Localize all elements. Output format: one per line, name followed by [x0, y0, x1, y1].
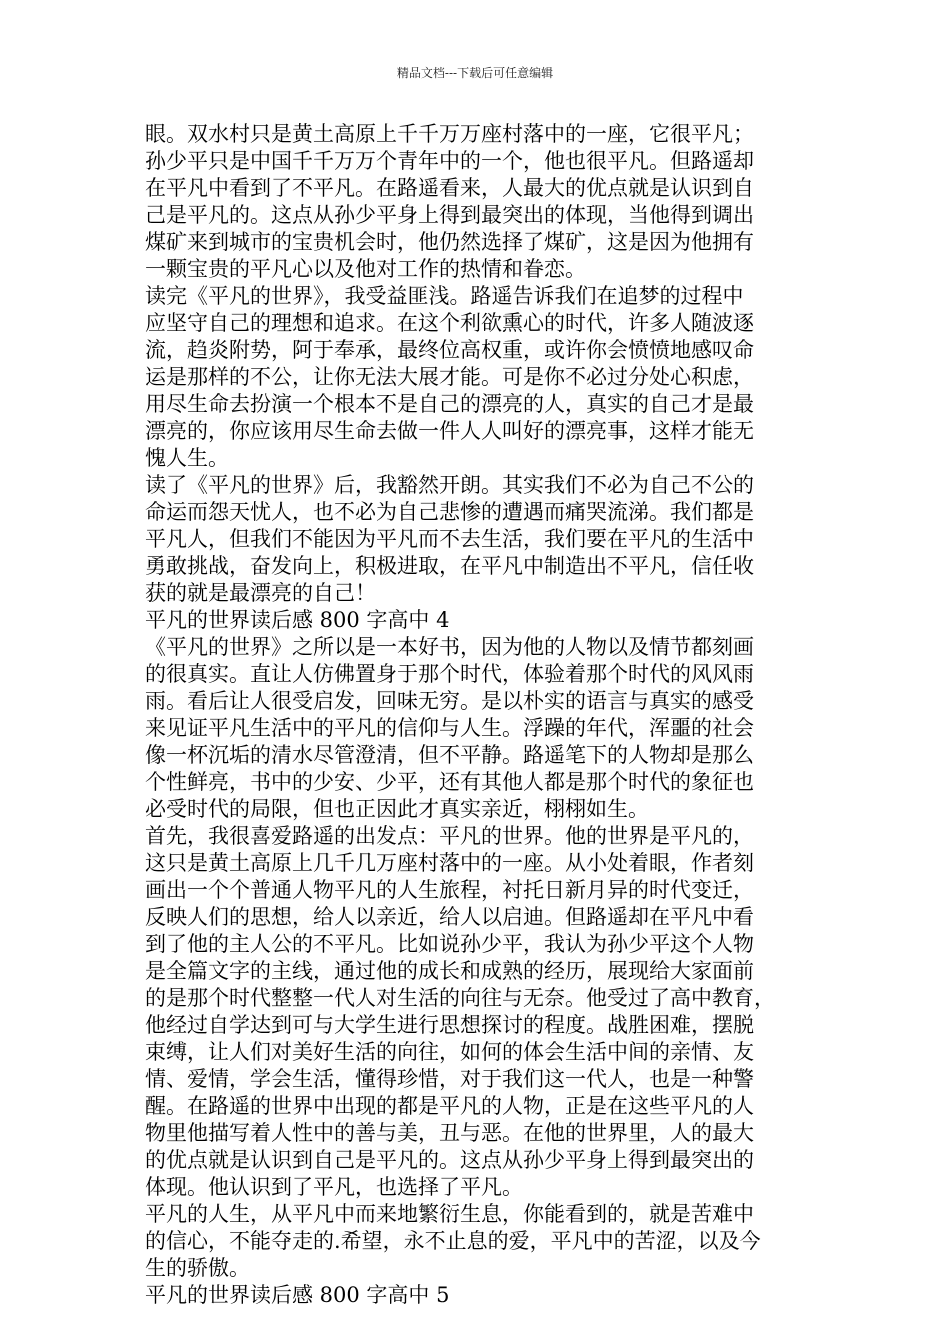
text-line: 是全篇文字的主线，通过他的成长和成熟的经历，展现给大家面前: [145, 959, 754, 983]
text-line: 必受时代的局限，但也正因此才真实亲近，栩栩如生。: [145, 797, 649, 821]
text-line: 眼。双水村只是黄土高原上千千万万座村落中的一座，它很平凡；: [145, 122, 754, 146]
text-line: 获的就是最漂亮的自己！: [145, 581, 376, 605]
text-line: 读完《平凡的世界》，我受益匪浅。路遥告诉我们在追梦的过程中: [145, 284, 744, 308]
text-line: 的是那个时代整整一代人对生活的向往与无奈。他受过了高中教育，: [145, 986, 775, 1010]
text-line: 《平凡的世界》之所以是一本好书，因为他的人物以及情节都刻画: [145, 635, 754, 659]
page-header: 精品文档---下载后可任意编辑: [396, 66, 554, 80]
text-line: 个性鲜亮，书中的少安、少平，还有其他人都是那个时代的象征也: [145, 770, 754, 794]
text-line: 漂亮的，你应该用尽生命去做一件人人叫好的漂亮事，这样才能无: [145, 419, 754, 443]
text-line: 体现。他认识到了平凡，也选择了平凡。: [145, 1175, 523, 1199]
text-line: 一颗宝贵的平凡心以及他对工作的热情和眷恋。: [145, 257, 586, 281]
text-line: 用尽生命去扮演一个根本不是自己的漂亮的人，真实的自己才是最: [145, 392, 754, 416]
text-line: 勇敢挑战，奋发向上，积极进取，在平凡中制造出不平凡，信任收: [145, 554, 754, 578]
text-line: 己是平凡的。这点从孙少平身上得到最突出的体现，当他得到调出: [145, 203, 754, 227]
text-line: 的信心，不能夺走的.希望，永不止息的爱，平凡中的苦涩，以及今: [145, 1229, 761, 1253]
text-line: 平凡的人生，从平凡中而来地繁衍生息，你能看到的，就是苦难中: [145, 1202, 754, 1226]
text-line: 来见证平凡生活中的平凡的信仰与人生。浮躁的年代，浑噩的社会: [145, 716, 754, 740]
text-line: 孙少平只是中国千千万万个青年中的一个，他也很平凡。但路遥却: [145, 149, 754, 173]
text-line: 愧人生。: [145, 446, 229, 470]
text-line: 反映人们的思想，给人以亲近，给人以启迪。但路遥却在平凡中看: [145, 905, 754, 929]
text-line: 平凡的世界读后感 800 字高中 4: [145, 608, 450, 632]
text-line: 这只是黄土高原上几千几万座村落中的一座。从小处着眼，作者刻: [145, 851, 754, 875]
text-line: 到了他的主人公的不平凡。比如说孙少平，我认为孙少平这个人物: [145, 932, 754, 956]
text-line: 运是那样的不公，让你无法大展才能。可是你不必过分处心积虑，: [145, 365, 754, 389]
text-line: 首先，我很喜爱路遥的出发点：平凡的世界。他的世界是平凡的，: [145, 824, 754, 848]
text-line: 煤矿来到城市的宝贵机会时，他仍然选择了煤矿，这是因为他拥有: [145, 230, 754, 254]
text-line: 生的骄傲。: [145, 1256, 250, 1280]
text-line: 命运而怨天忧人，也不必为自己悲惨的遭遇而痛哭流涕。我们都是: [145, 500, 754, 524]
text-line: 醒。在路遥的世界中出现的都是平凡的人物，正是在这些平凡的人: [145, 1094, 754, 1118]
text-line: 应坚守自己的理想和追求。在这个利欲熏心的时代，许多人随波逐: [145, 311, 754, 335]
text-line: 平凡人，但我们不能因为平凡而不去生活，我们要在平凡的生活中: [145, 527, 754, 551]
text-line: 的优点就是认识到自己是平凡的。这点从孙少平身上得到最突出的: [145, 1148, 754, 1172]
text-line: 像一杯沉垢的清水尽管澄清，但不平静。路遥笔下的人物却是那么: [145, 743, 754, 767]
text-line: 流，趋炎附势，阿于奉承，最终位高权重，或许你会愤愤地感叹命: [145, 338, 754, 362]
document-body: [145, 121, 833, 1309]
text-line: 的很真实。直让人仿佛置身于那个时代，体验着那个时代的风风雨: [145, 662, 754, 686]
text-line: 平凡的世界读后感 800 字高中 5: [145, 1283, 450, 1307]
text-line: 在平凡中看到了不平凡。在路遥看来，人最大的优点就是认识到自: [145, 176, 754, 200]
text-line: 雨。看后让人很受启发，回味无穷。是以朴实的语言与真实的感受: [145, 689, 754, 713]
text-line: 束缚，让人们对美好生活的向往，如何的体会生活中间的亲情、友: [145, 1040, 754, 1064]
text-line: 画出一个个普通人物平凡的人生旅程，衬托日新月异的时代变迁，: [145, 878, 754, 902]
text-line: 他经过自学达到可与大学生进行思想探讨的程度。战胜困难，摆脱: [145, 1013, 754, 1037]
text-line: 情、爱情，学会生活，懂得珍惜，对于我们这一代人，也是一种警: [145, 1067, 754, 1091]
text-line: 物里他描写着人性中的善与美，丑与恶。在他的世界里，人的最大: [145, 1121, 754, 1145]
text-line: 读了《平凡的世界》后，我豁然开朗。其实我们不必为自己不公的: [145, 473, 754, 497]
